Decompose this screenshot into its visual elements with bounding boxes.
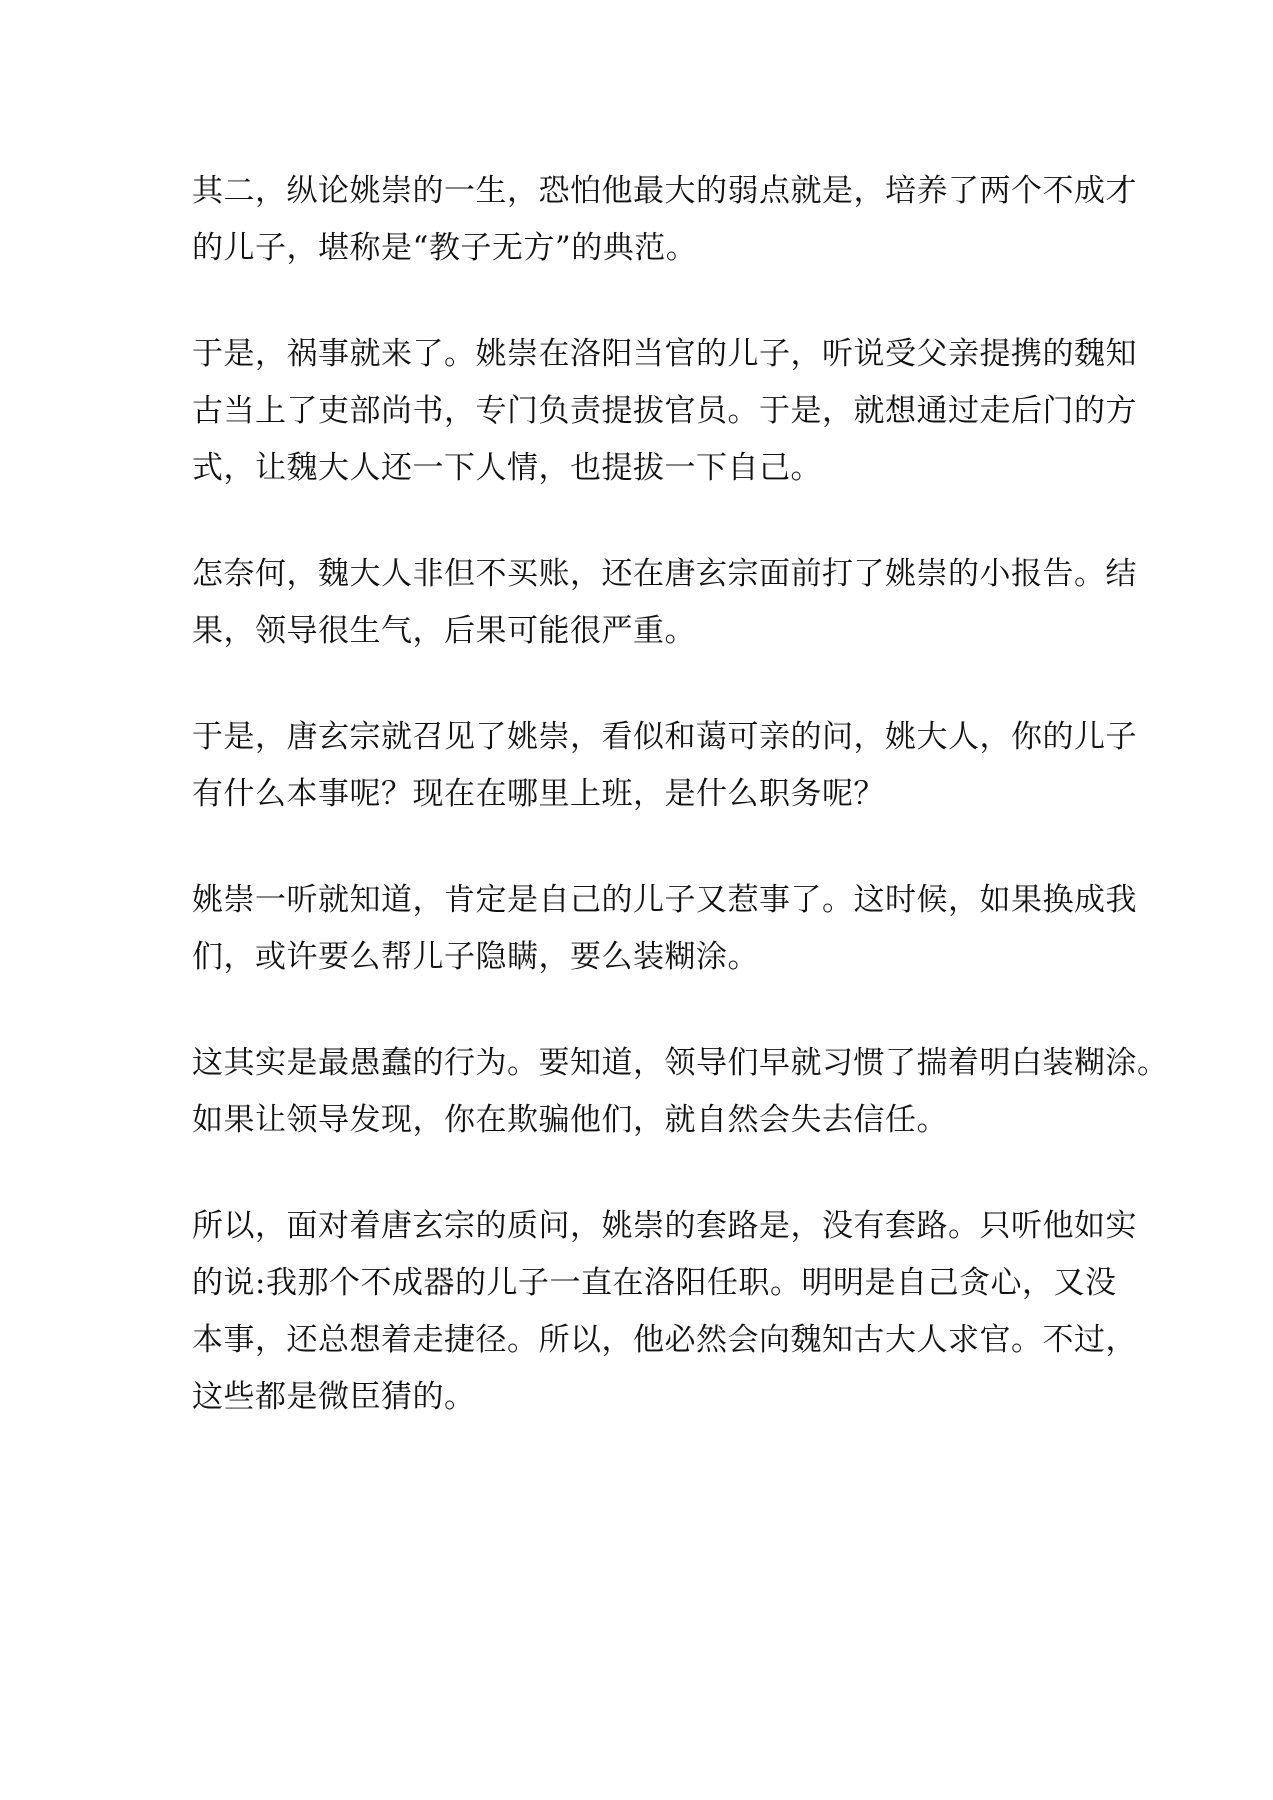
text-line: 式，让魏大人还一下人情，也提拔一下自己。 — [192, 450, 822, 486]
text-line: 们，或许要么帮儿子隐瞒，要么装糊涂。 — [192, 939, 759, 975]
text-line: 所以，面对着唐玄宗的质问，姚崇的套路是，没有套路。只听他如实 — [192, 1208, 1137, 1244]
paragraph-4 — [192, 709, 1137, 823]
text-line: 本事，还总想着走捷径。所以，他必然会向魏知古大人求官。不过， — [192, 1322, 1137, 1358]
text-line: 于是，唐玄宗就召见了姚崇，看似和蔼可亲的问，姚大人，你的儿子 — [192, 719, 1137, 755]
text-line: 如果让领导发现，你在欺骗他们，就自然会失去信任。 — [192, 1102, 948, 1138]
text-line: 有什么本事呢？现在在哪里上班，是什么职务呢？ — [192, 776, 885, 812]
text-line: 这些都是微臣猜的。 — [192, 1379, 476, 1415]
paragraph-1 — [192, 163, 1137, 277]
text-line: 的说:我那个不成器的儿子一直在洛阳任职。明明是自己贪心，又没 — [192, 1265, 1117, 1301]
text-line: 果，领导很生气，后果可能很严重。 — [192, 613, 696, 649]
paragraph-3 — [192, 546, 1137, 660]
text-line: 古当上了吏部尚书，专门负责提拔官员。于是，就想通过走后门的方 — [192, 393, 1137, 429]
paragraph-6 — [192, 1035, 1169, 1149]
paragraph-5 — [192, 872, 1137, 986]
text-line: 怎奈何，魏大人非但不买账，还在唐玄宗面前打了姚崇的小报告。结 — [192, 556, 1137, 592]
text-line: 这其实是最愚蠢的行为。要知道，领导们早就习惯了揣着明白装糊涂。 — [192, 1045, 1169, 1081]
text-line: 其二，纵论姚崇的一生，恐怕他最大的弱点就是，培养了两个不成才 — [192, 173, 1137, 209]
text-line: 姚崇一听就知道，肯定是自己的儿子又惹事了。这时候，如果换成我 — [192, 882, 1137, 918]
paragraph-2 — [192, 326, 1137, 497]
paragraph-7 — [192, 1198, 1137, 1426]
document-body — [192, 163, 1169, 1475]
text-line: 的儿子，堪称是“教子无方”的典范。 — [192, 230, 698, 266]
text-line: 于是，祸事就来了。姚崇在洛阳当官的儿子，听说受父亲提携的魏知 — [192, 336, 1137, 372]
